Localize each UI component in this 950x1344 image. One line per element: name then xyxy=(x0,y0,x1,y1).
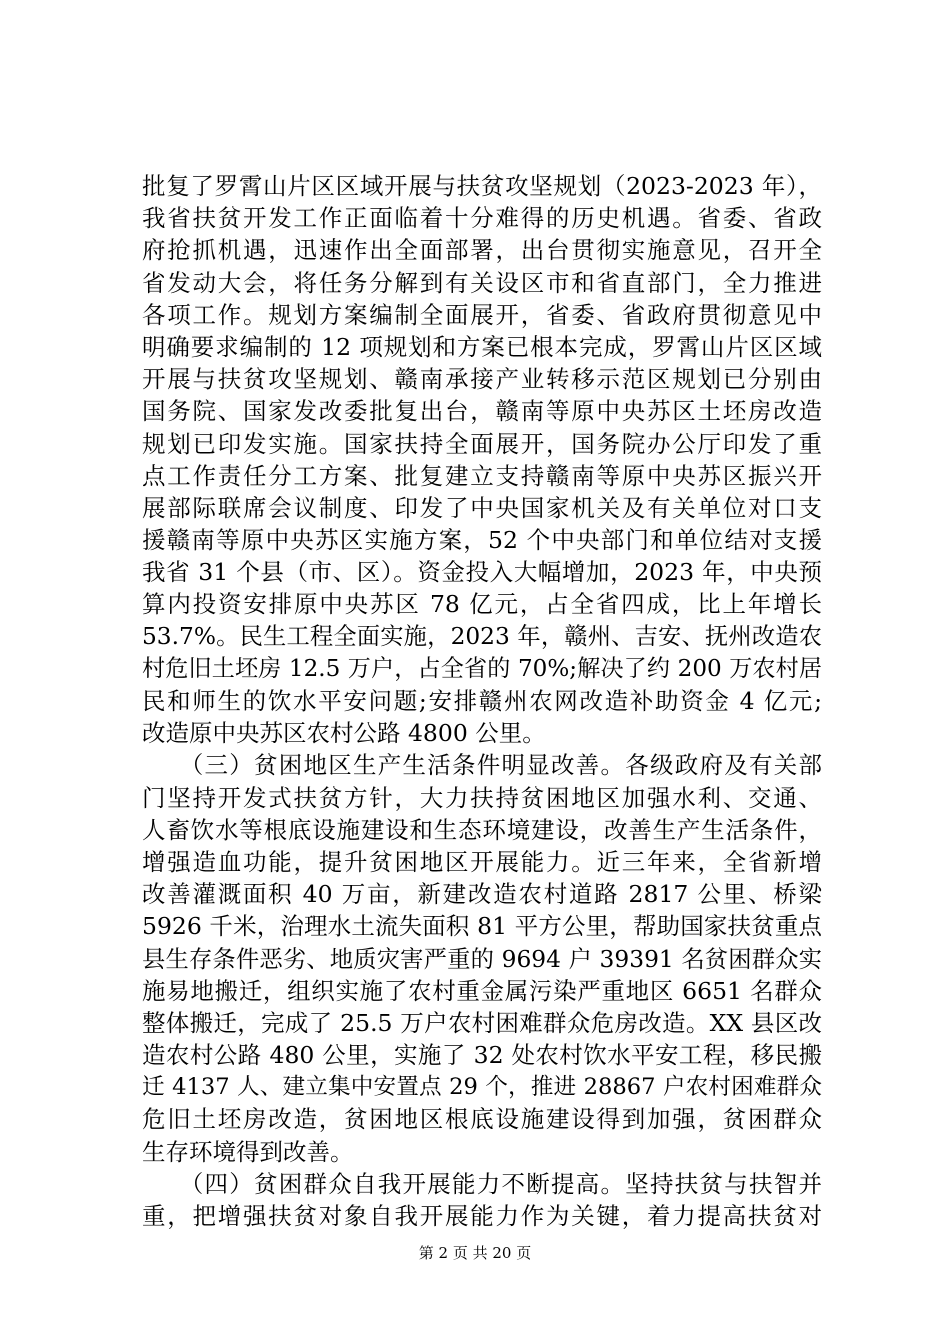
page-footer: 第 2 页 共 20 页 xyxy=(418,1244,532,1262)
text-line: 明确要求编制的 12 项规划和方案已根本完成，罗霄山片区区域 xyxy=(142,332,822,361)
document-body xyxy=(142,170,822,1232)
text-line: 点工作责任分工方案、批复建立支持赣南等原中央苏区振兴开 xyxy=(142,461,822,490)
text-line: 迁 4137 人、建立集中安置点 29 个，推进 28867 户农村困难群众 xyxy=(142,1074,822,1101)
text-line: （三）贫困地区生产生活条件明显改善。各级政府及有关部 xyxy=(142,751,822,780)
text-line: 批复了罗霄山片区区域开展与扶贫攻坚规划（2023-2023 年）， xyxy=(142,172,822,200)
text-line: 展部际联席会议制度、印发了中央国家机关及有关单位对口支 xyxy=(142,493,822,522)
text-line: 生存环境得到改善。 xyxy=(142,1137,354,1166)
text-line: 5926 千米，治理水土流失面积 81 平方公里，帮助国家扶贫重点 xyxy=(142,912,822,941)
text-line: 规划已印发实施。国家扶持全面展开，国务院办公厅印发了重 xyxy=(142,429,822,458)
text-line: 造农村公路 480 公里，实施了 32 处农村饮水平安工程，移民搬 xyxy=(142,1041,822,1070)
text-line: 援赣南等原中央苏区实施方案，52 个中央部门和单位结对支援 xyxy=(142,526,822,555)
text-line: 改造原中央苏区农村公路 4800 公里。 xyxy=(142,719,546,748)
text-line: 我省扶贫开发工作正面临着十分难得的历史机遇。省委、省政 xyxy=(142,204,822,233)
text-line: 我省 31 个县（市、区）。资金投入大幅增加，2023 年，中央预 xyxy=(142,558,822,587)
text-line: 施易地搬迁，组织实施了农村重金属污染严重地区 6651 名群众 xyxy=(142,976,822,1005)
text-line: 国务院、国家发改委批复出台，赣南等原中央苏区土坯房改造 xyxy=(142,397,822,426)
text-line: 53.7%。民生工程全面实施，2023 年，赣州、吉安、抚州改造农 xyxy=(142,622,822,650)
text-line: 省发动大会，将任务分解到有关设区市和省直部门，全力推进 xyxy=(142,268,822,297)
text-line: 重，把增强扶贫对象自我开展能力作为关键，着力提高扶贫对 xyxy=(142,1202,822,1230)
text-line: 开展与扶贫攻坚规划、赣南承接产业转移示范区规划已分别由 xyxy=(142,365,822,394)
text-line: 民和师生的饮水平安问题;安排赣州农网改造补助资金 4 亿元; xyxy=(142,687,822,715)
text-line: 府抢抓机遇，迅速作出全面部署，出台贯彻实施意见，召开全 xyxy=(142,236,822,265)
text-line: 增强造血功能，提升贫困地区开展能力。近三年来，全省新增 xyxy=(142,847,822,876)
text-line: 人畜饮水等根底设施建设和生态环境建设，改善生产生活条件， xyxy=(142,815,822,844)
text-line: 门坚持开发式扶贫方针，大力扶持贫困地区加强水利、交通、 xyxy=(142,783,822,812)
text-line: 改善灌溉面积 40 万亩，新建改造农村道路 2817 公里、桥梁 xyxy=(142,880,822,909)
text-line: 各项工作。规划方案编制全面展开，省委、省政府贯彻意见中 xyxy=(142,300,822,329)
text-line: 村危旧土坯房 12.5 万户，占全省的 70%;解决了约 200 万农村居 xyxy=(142,655,822,682)
text-line: 算内投资安排原中央苏区 78 亿元，占全省四成，比上年增长 xyxy=(142,590,822,619)
text-line: 危旧土坯房改造，贫困地区根底设施建设得到加强，贫困群众 xyxy=(142,1105,822,1134)
text-line: 整体搬迁，完成了 25.5 万户农村困难群众危房改造。XX 县区改 xyxy=(142,1008,822,1037)
text-line: （四）贫困群众自我开展能力不断提高。坚持扶贫与扶智并 xyxy=(142,1169,822,1198)
text-line: 县生存条件恶劣、地质灾害严重的 9694 户 39391 名贫困群众实 xyxy=(142,944,822,973)
